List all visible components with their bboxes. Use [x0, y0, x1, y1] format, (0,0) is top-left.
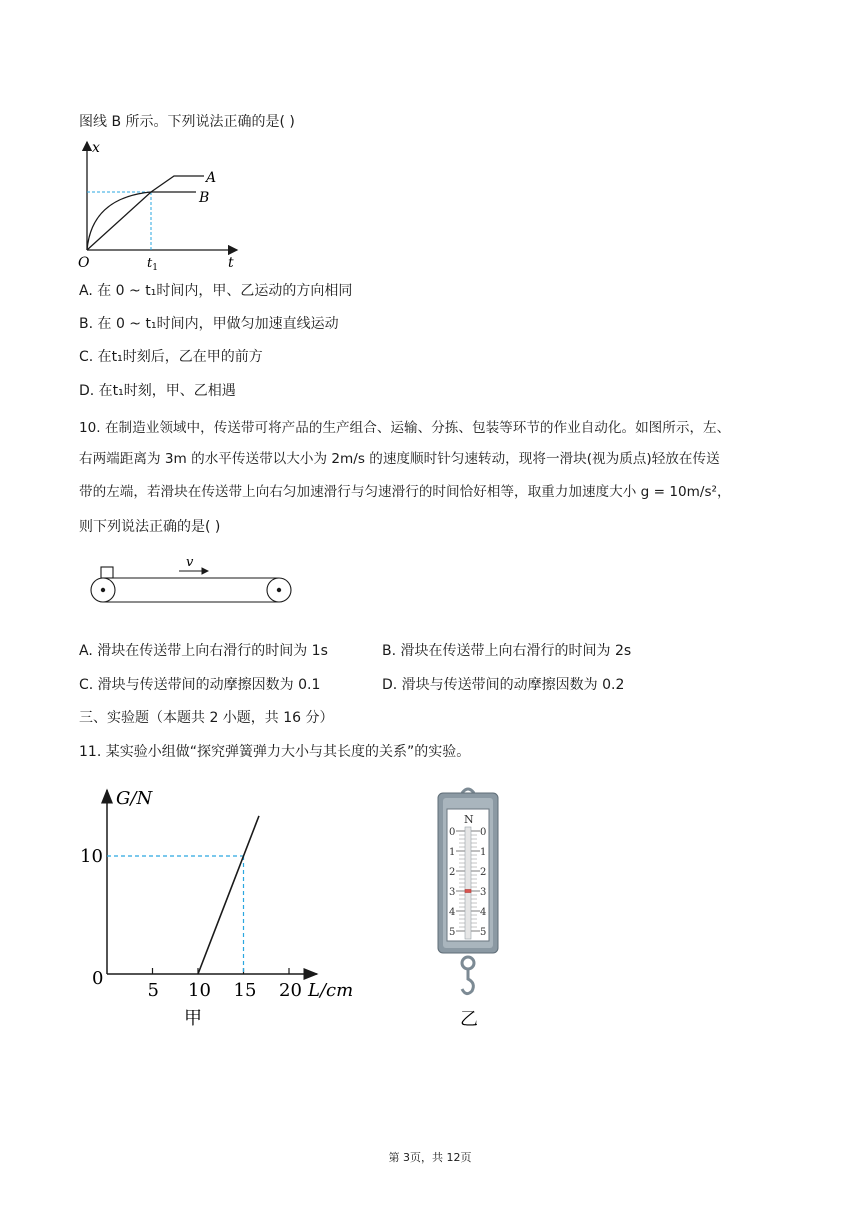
q11-scale-tick-label: 0	[480, 827, 487, 838]
q11-x-tick-label: 15	[233, 980, 257, 1001]
q11-stem: 11. 某实验小组做“探究弹簧弹力大小与其长度的关系”的实验。	[79, 744, 471, 760]
q11-spring-scale	[432, 783, 504, 1033]
q11-scale-tick-label: 4	[480, 907, 487, 918]
q9-option-a: A. 在 0 ~ t₁时间内，甲、乙运动的方向相同	[79, 283, 353, 299]
q9-origin-label: O	[78, 255, 90, 271]
q11-scale-tick-label: 0	[449, 827, 456, 838]
q9-curve-b-label: B	[199, 190, 210, 206]
q11-scale-tick-label: 1	[480, 847, 487, 858]
q11-scale-tick-label: 5	[480, 927, 487, 938]
q10-conveyor-belt-diagram	[84, 552, 298, 608]
q11-scale-tick-label: 5	[449, 927, 456, 938]
q11-scale-indicator	[465, 890, 471, 893]
q10-right-axle	[277, 588, 281, 592]
q11-scale-hook	[462, 969, 473, 994]
q10-stem-line1: 10. 在制造业领域中，传送带可将产品的生产组合、运输、分拣、包装等环节的作业自动化。如图所示，左、	[79, 420, 731, 436]
q11-scale-ring	[462, 957, 474, 969]
q11-y-axis-label: G/N	[116, 788, 153, 809]
q9-option-b: B. 在 0 ~ t₁时间内，甲做匀加速直线运动	[79, 316, 339, 332]
section-3-heading: 三、实验题（本题共 2 小题，共 16 分）	[79, 710, 334, 726]
q11-scale-tube	[465, 827, 471, 939]
q9-t1-label: $t_1$	[147, 256, 158, 272]
q11-scale-caption: 乙	[460, 1009, 478, 1030]
q9-x-axis-label: t	[228, 255, 234, 271]
q10-velocity-label: v	[186, 555, 194, 570]
q11-y-tick-label-10: 10	[80, 846, 103, 867]
q11-x-tick-label: 10	[188, 980, 211, 1001]
q11-force-length-graph	[80, 782, 360, 1032]
q11-y-origin-label: 0	[92, 968, 104, 989]
q9-curve-a-label: A	[206, 170, 217, 186]
q10-option-d: D. 滑块与传送带间的动摩擦因数为 0.2	[382, 677, 625, 693]
q10-option-b: B. 滑块在传送带上向右滑行的时间为 2s	[382, 643, 632, 659]
q11-scale-tick-label: 4	[449, 907, 456, 918]
q10-slider-block	[101, 567, 113, 578]
q10-stem-line2: 右两端距离为 3m 的水平传送带以大小为 2m/s 的速度顺时针匀速转动，现将一滑块(视为质点)轻放在传送	[79, 451, 720, 467]
q10-option-a: A. 滑块在传送带上向右滑行的时间为 1s	[79, 643, 328, 659]
q11-caption: 甲	[184, 1008, 202, 1029]
page-footer: 第 3页，共 12页	[388, 1151, 472, 1164]
q9-y-axis-label: x	[92, 140, 100, 156]
q11-scale-unit: N	[464, 813, 474, 826]
q9-curve-a	[87, 176, 204, 250]
q10-stem-line4: 则下列说法正确的是( )	[79, 519, 221, 535]
q11-scale-tick-label: 2	[480, 867, 487, 878]
q11-x-tick-label: 20	[279, 980, 302, 1001]
q11-scale-tick-label: 3	[449, 887, 456, 898]
q9-option-c: C. 在t₁时刻后，乙在甲的前方	[79, 349, 263, 365]
q11-data-line	[198, 816, 259, 974]
q11-x-axis-label: L/cm	[308, 980, 354, 1001]
q10-option-c: C. 滑块与传送带间的动摩擦因数为 0.1	[79, 677, 321, 693]
q9-stem-tail: 图线 B 所示。下列说法正确的是( )	[79, 114, 295, 130]
q11-x-tick-label: 5	[147, 980, 159, 1001]
q10-stem-line3: 带的左端，若滑块在传送带上向右匀加速滑行与匀速滑行的时间恰好相等，取重力加速度大小 g = 10m/s²，	[79, 484, 731, 500]
q9-option-d: D. 在t₁时刻，甲、乙相遇	[79, 383, 236, 399]
q9-position-time-graph	[70, 136, 250, 272]
q11-scale-top-hook	[462, 789, 474, 793]
q10-left-axle	[101, 588, 105, 592]
q11-scale-tick-label: 1	[449, 847, 456, 858]
q11-scale-tick-label: 3	[480, 887, 487, 898]
q11-scale-tick-label: 2	[449, 867, 456, 878]
